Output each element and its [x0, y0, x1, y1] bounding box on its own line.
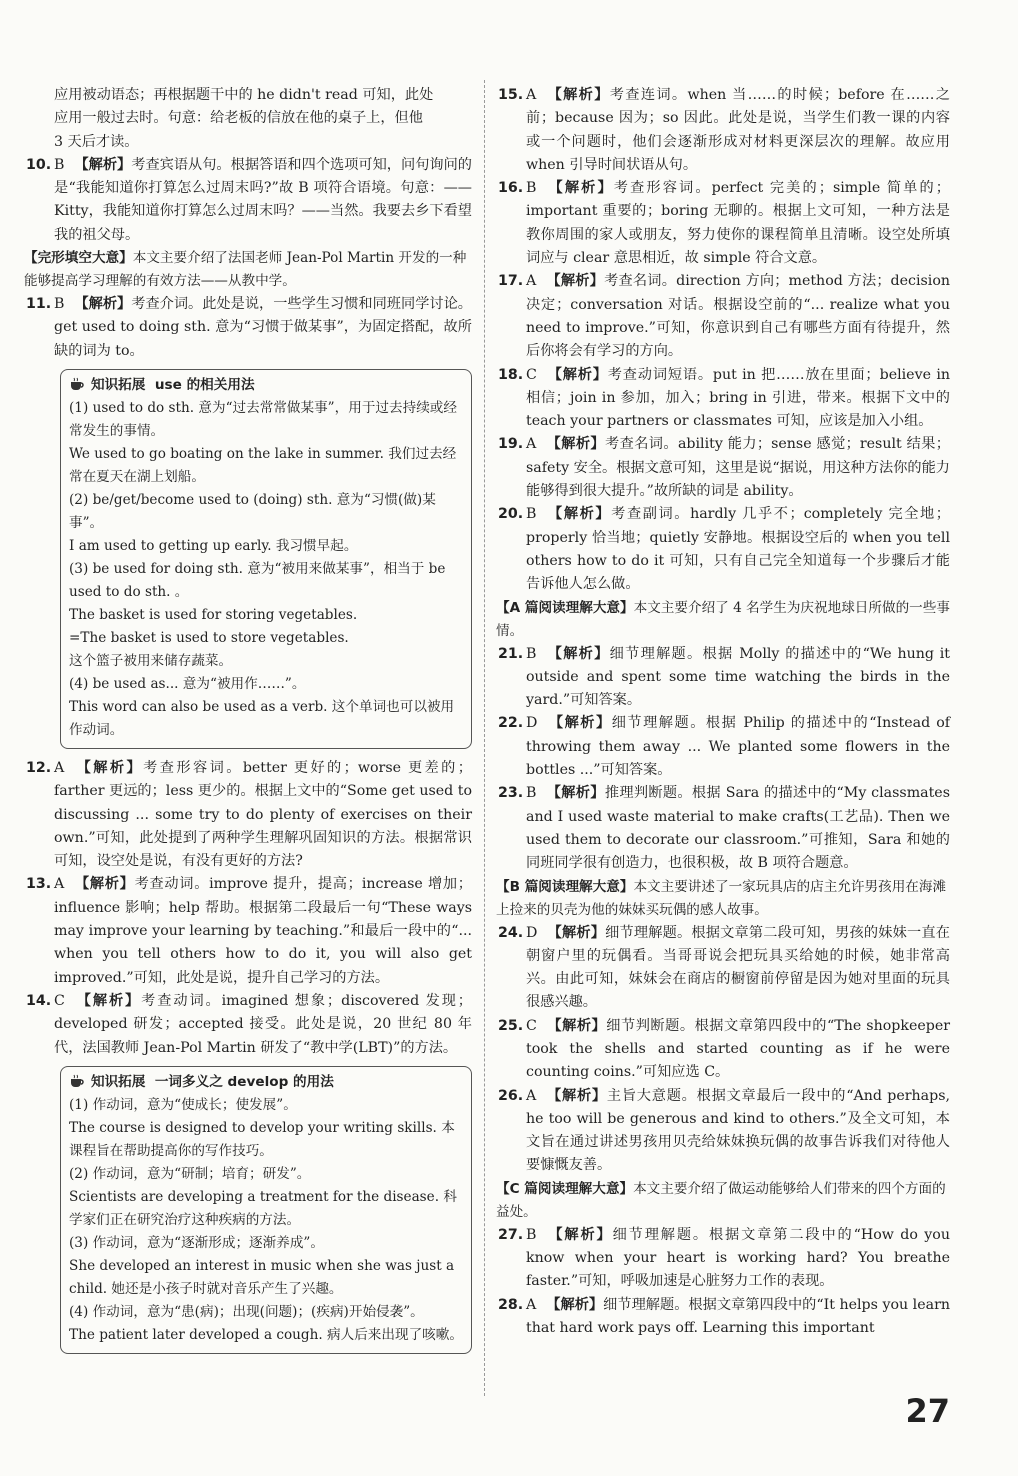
- box-subtitle: use 的相关用法: [154, 376, 255, 393]
- box-line: (2) be/get/become used to (doing) sth. 意为“习惯(做)某事”。: [69, 491, 436, 531]
- analysis-text: 细节理解题。根据 Molly 的描述中的“We hung it outside and spent some time watching the birds in the yard.”可知答案。: [526, 645, 950, 709]
- box-title-text: 知识拓展: [91, 1073, 146, 1090]
- summary-text: 本文主要介绍了 4 名学生为庆祝地球日所做的一些事情。: [496, 599, 950, 639]
- answer-letter: A: [526, 1087, 537, 1104]
- item-number: 23.: [498, 785, 524, 802]
- cloze-summary: [24, 247, 472, 293]
- reading-c-summary: [496, 1178, 950, 1224]
- box-line: (1) 作动词，意为“使成长；使发展”。: [69, 1096, 297, 1113]
- box-title-text: 知识拓展: [91, 376, 146, 393]
- answer-letter: B: [526, 180, 537, 197]
- analysis-text: 细节理解题。根据文章第四段中的“It helps you learn that hard work pays off. Learning this important: [526, 1296, 950, 1336]
- summary-tag: 【C 篇阅读理解大意】: [496, 1180, 634, 1197]
- analysis-text: 细节判断题。根据文章第四段中的“The shopkeeper took the shells and started counting as if he were counting coins.”可知应选 C。: [526, 1017, 950, 1081]
- answer-item-16: [496, 177, 950, 270]
- item-number: 24.: [498, 924, 524, 941]
- continued-line: 应用被动语态；再根据题干中的 he didn't read 可知，此处: [54, 87, 434, 103]
- answer-letter: A: [526, 87, 537, 103]
- analysis-text: 考查名词。direction 方向；method 方法；decision 决定；conversation 对话。根据设空前的“... realize what you need to improve.”可知，你意识到自己有哪些方面有待提升，然后你将会有学习的方向。: [526, 273, 950, 360]
- analysis-text: 主旨大意题。根据文章最后一段中的“And perhaps, he too will be generous and kind to others.”及全文可知，本文旨在通过讲述男孩用贝壳给妹妹换玩偶的故事告诉我们对待他人要慷慨友善。: [526, 1087, 950, 1174]
- item-number: 28.: [498, 1296, 524, 1313]
- analysis-text: 考查介词。此处是说，一些学生习惯和同班同学讨论。get used to doing sth. 意为“习惯于做某事”，为固定搭配，故所缺的词为 to。: [54, 296, 472, 359]
- analysis-text: 推理判断题。根据 Sara 的描述中的“My classmates and I used waste material to make crafts(工艺品). Then we used them to decorate our classroom.”可推知，Sara 和她的同班同学很有创造力，也很积极，故 B 项符合题意。: [526, 785, 950, 872]
- knowledge-box-develop: [60, 1066, 472, 1354]
- analysis-tag: 【解析】: [546, 506, 612, 523]
- item-number: 10.: [26, 156, 52, 173]
- answer-letter: A: [526, 436, 537, 453]
- analysis-tag: 【解析】: [546, 1226, 613, 1243]
- answer-item-11: [24, 293, 472, 363]
- answer-item-17: [496, 270, 950, 363]
- reading-b-summary: [496, 876, 950, 922]
- analysis-tag: 【解析】: [74, 992, 142, 1009]
- answer-letter: D: [526, 715, 538, 732]
- answer-letter: B: [54, 296, 65, 313]
- analysis-tag: 【解析】: [546, 1087, 607, 1104]
- box-line: I am used to getting up early. 我习惯早起。: [69, 537, 358, 554]
- summary-tag: 【完形填空大意】: [24, 250, 133, 267]
- analysis-tag: 【解析】: [74, 296, 132, 313]
- continued-line: 3 天后才读。: [54, 133, 139, 150]
- analysis-text: 考查动词。improve 提升，提高；increase 增加；influence 影响；help 帮助。根据第二段最后一句“These ways may improve your learning by teaching.”和最后一段中的“... when you tell others how to do it, you will also get improved.”可知，此处是说，提升自己学习的方法。: [54, 876, 472, 986]
- analysis-tag: 【解析】: [546, 1296, 604, 1313]
- analysis-tag: 【解析】: [74, 156, 132, 173]
- analysis-text: 考查形容词。better 更好的；worse 更差的；farther 更远的；less 更少的。根据上文中的“Some get used to discussing ... some try to do plenty of exercises on their own.”可知，此处提到了两种学生理解巩固知识的方法。根据常识可知，设空处是说，有没有更好的方法?: [54, 759, 472, 870]
- box-line: =The basket is used to store vegetables.: [69, 629, 349, 646]
- item-number: 22.: [498, 715, 524, 732]
- analysis-tag: 【解析】: [546, 273, 605, 290]
- answer-item-21: [496, 643, 950, 713]
- item-number: 26.: [498, 1087, 524, 1104]
- answer-item-23: [496, 782, 950, 875]
- analysis-text: 细节理解题。根据文章第二段可知，男孩的妹妹一直在朝窗户里的玩偶看。当哥哥说会把玩具买给她的时候，她非常高兴。由此可知，妹妹会在商店的橱窗前停留是因为她对里面的玩具很感兴趣。: [526, 924, 950, 1011]
- analysis-text: 考查动词。imagined 想象；discovered 发现；developed 研发；accepted 接受。此处是说，20 世纪 80 年代，法国教师 Jean-Pol Martin 研发了“教中学(LBT)”的方法。: [54, 992, 472, 1056]
- answer-letter: C: [526, 366, 537, 383]
- summary-tag: 【B 篇阅读理解大意】: [496, 878, 634, 895]
- analysis-tag: 【解析】: [74, 876, 135, 893]
- item-number: 21.: [498, 645, 524, 662]
- answer-letter: A: [526, 273, 537, 290]
- item-number: 11.: [26, 296, 52, 313]
- box-line: 这个篮子被用来储存蔬菜。: [69, 652, 233, 669]
- box-title: [69, 1071, 463, 1094]
- analysis-tag: 【解析】: [547, 715, 612, 732]
- box-line: The patient later developed a cough. 病人后来出现了咳嗽。: [69, 1326, 463, 1343]
- answer-letter: B: [526, 785, 537, 802]
- box-line: Scientists are developing a treatment for the disease. 科学家们正在研究治疗这种疾病的方法。: [69, 1188, 457, 1228]
- item-number: 18.: [498, 366, 524, 383]
- summary-text: 本文主要讲述了一家玩具店的店主允许男孩用在海滩上捡来的贝壳为他的妹妹买玩偶的感人故事。: [496, 878, 947, 918]
- answer-item-15: [496, 84, 950, 177]
- item-number: 27.: [498, 1226, 524, 1243]
- coffee-cup-icon: [69, 377, 87, 391]
- box-title: [69, 374, 463, 397]
- item-number: 15.: [498, 87, 524, 103]
- answer-item-24: [496, 922, 950, 1015]
- answer-letter: D: [526, 924, 538, 941]
- box-line: (3) 作动词，意为“逐渐形成；逐渐养成”。: [69, 1234, 324, 1251]
- item-number: 17.: [498, 273, 524, 290]
- box-line: The course is designed to develop your writing skills. 本课程旨在帮助提高你的写作技巧。: [69, 1119, 455, 1159]
- summary-text: 本文主要介绍了法国老师 Jean-Pol Martin 开发的一种能够提高学习理解的有效方法——从教中学。: [24, 250, 467, 290]
- box-line: This word can also be used as a verb. 这个单词也可以被用作动词。: [69, 698, 455, 738]
- analysis-text: 考查动词短语。put in 把……放在里面；believe in 相信；join in 参加，加入；bring in 引进，带来。根据下文中的 teach your partners or classmates 可知，应该是加入小组。: [526, 366, 950, 430]
- analysis-text: 考查形容词。perfect 完美的；simple 简单的；important 重要的；boring 无聊的。根据上文可知，一种方法是教你周围的家人或朋友，努力使你的课程简单且清晰。设空处所填词应与 clear 意思相近，故 simple 符合文意。: [526, 180, 950, 267]
- page-number: 27: [905, 1392, 950, 1430]
- box-line: (2) 作动词，意为“研制；培育；研发”。: [69, 1165, 311, 1182]
- analysis-tag: 【解析】: [546, 785, 605, 802]
- analysis-tag: 【解析】: [546, 645, 610, 662]
- answer-item-20: [496, 503, 950, 596]
- box-line: She developed an interest in music when she was just a child. 她还是小孩子时就对音乐产生了兴趣。: [69, 1257, 455, 1297]
- analysis-text: 细节理解题。根据文章第二段中的“How do you know when your heart is working hard? You breathe faster.”可知，呼吸加速是心脏努力工作的表现。: [526, 1226, 950, 1290]
- answer-item-28: [496, 1294, 950, 1341]
- answer-letter: C: [54, 992, 65, 1009]
- item-number: 25.: [498, 1017, 524, 1034]
- answer-letter: B: [526, 1226, 537, 1243]
- summary-tag: 【A 篇阅读理解大意】: [496, 599, 634, 616]
- answer-letter: A: [526, 1296, 537, 1313]
- box-subtitle: 一词多义之 develop 的用法: [154, 1073, 334, 1090]
- answer-letter: B: [54, 156, 65, 173]
- reading-a-summary: [496, 597, 950, 643]
- coffee-cup-icon: [69, 1074, 87, 1088]
- answer-item-18: [496, 364, 950, 434]
- answer-item-27: [496, 1224, 950, 1294]
- knowledge-box-use: [60, 369, 472, 749]
- analysis-text: 考查宾语从句。根据答语和四个选项可知，问句询问的是“我能知道你打算怎么过周末吗?”故 B 项符合语境。句意：——Kitty，我能知道你打算怎么过周末吗？——当然。我要去乡下看望我的祖父母。: [54, 156, 472, 243]
- right-column: [496, 84, 950, 1426]
- answer-letter: B: [526, 506, 537, 523]
- analysis-tag: 【解析】: [546, 1017, 607, 1034]
- answer-item-26: [496, 1085, 950, 1178]
- analysis-text: 考查连词。when 当……的时候；before 在……之前；because 因为；so 因此。此处是说，当学生们教一课的内容或一个问题时，他们会逐渐形成对材料更深层次的理解。故应用 when 引导时间状语从句。: [526, 87, 950, 173]
- column-divider: [484, 80, 486, 1396]
- left-column: [24, 84, 472, 1426]
- analysis-tag: 【解析】: [546, 87, 610, 103]
- answer-letter: A: [54, 876, 65, 893]
- analysis-text: 考查副词。hardly 几乎不；completely 完全地；properly 恰当地；quietly 安静地。根据设空后的 when you tell others how to do it 可知，只有自己完全知道每一个步骤后才能告诉他人怎么做。: [526, 506, 950, 593]
- answer-item-19: [496, 433, 950, 503]
- item-number: 19.: [498, 436, 524, 453]
- item-number: 12.: [26, 759, 52, 776]
- analysis-tag: 【解析】: [547, 924, 606, 941]
- continued-line: 应用一般过去时。句意：给老板的信放在他的桌子上，但他: [54, 110, 423, 127]
- answer-item-25: [496, 1015, 950, 1085]
- answer-letter: C: [526, 1017, 537, 1034]
- item-number: 20.: [498, 506, 524, 523]
- continued-answer-block: [24, 84, 472, 154]
- analysis-tag: 【解析】: [74, 759, 144, 776]
- item-number: 16.: [498, 180, 524, 197]
- analysis-tag: 【解析】: [546, 436, 606, 453]
- box-line: We used to go boating on the lake in summer. 我们过去经常在夏天在湖上划船。: [69, 445, 457, 485]
- box-line: (3) be used for doing sth. 意为“被用来做某事”，相当于 be used to do sth. 。: [69, 560, 446, 600]
- analysis-text: 考查名词。ability 能力；sense 感觉；result 结果；safety 安全。根据文意可知，这里是说“据说，用这种方法你的能力能够得到很大提升。”故所缺的词是 ability。: [526, 436, 950, 500]
- analysis-text: 细节理解题。根据 Philip 的描述中的“Instead of throwing them away ... We planted some flowers in the bottles ...”可知答案。: [526, 715, 950, 779]
- answer-letter: A: [54, 759, 65, 776]
- answer-letter: B: [526, 645, 537, 662]
- answer-item-12: [24, 757, 472, 873]
- answer-item-14: [24, 990, 472, 1060]
- box-line: (4) 作动词，意为“患(病)；出现(问题)；(疾病)开始侵袭”。: [69, 1303, 424, 1320]
- item-number: 14.: [26, 992, 52, 1009]
- analysis-tag: 【解析】: [546, 366, 608, 383]
- box-line: (1) used to do sth. 意为“过去常常做某事”，用于过去持续或经常发生的事情。: [69, 399, 457, 439]
- answer-item-13: [24, 873, 472, 989]
- box-line: (4) be used as... 意为“被用作……”。: [69, 675, 306, 692]
- item-number: 13.: [26, 876, 52, 893]
- box-line: The basket is used for storing vegetables.: [69, 606, 358, 623]
- answer-item-10: [24, 154, 472, 247]
- summary-text: 本文主要介绍了做运动能够给人们带来的四个方面的益处。: [496, 1180, 946, 1220]
- answer-item-22: [496, 712, 950, 782]
- analysis-tag: 【解析】: [546, 180, 614, 197]
